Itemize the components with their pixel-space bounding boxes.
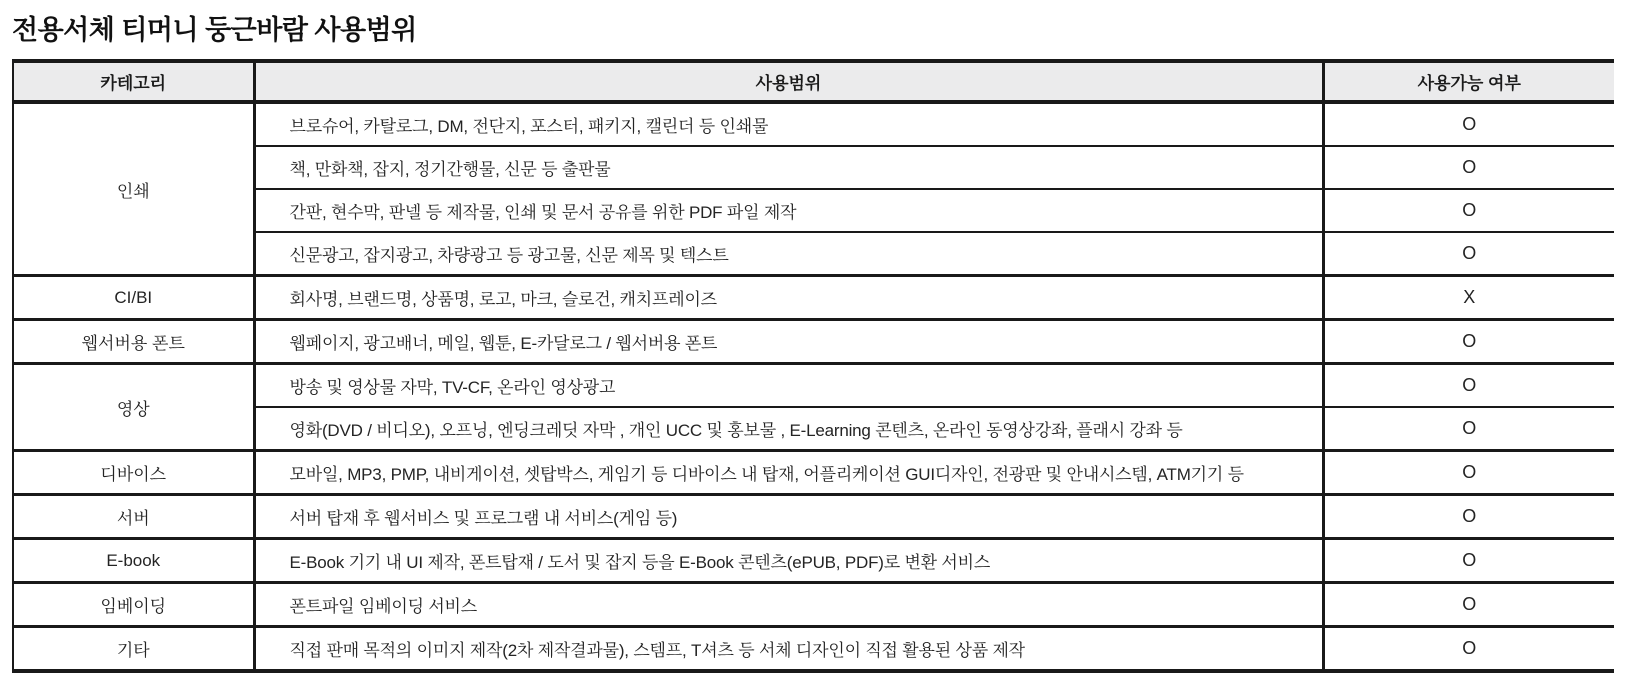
usage-scope-cell: 서버 탑재 후 웹서비스 및 프로그램 내 서비스(게임 등) xyxy=(254,495,1323,539)
availability-cell: O xyxy=(1323,495,1614,539)
usage-scope-cell: 책, 만화책, 잡지, 정기간행물, 신문 등 출판물 xyxy=(254,146,1323,189)
category-cell: 서버 xyxy=(13,495,254,539)
table-row xyxy=(13,276,1614,320)
availability-cell: O xyxy=(1323,102,1614,146)
usage-scope-cell: 웹페이지, 광고배너, 메일, 웹툰, E-카달로그 / 웹서버용 폰트 xyxy=(254,320,1323,364)
table-row xyxy=(13,364,1614,408)
usage-scope-cell: 모바일, MP3, PMP, 내비게이션, 셋탑박스, 게임기 등 디바이스 내 탑재, 어플리케이션 GUI디자인, 전광판 및 안내시스템, ATM기기 등 xyxy=(254,451,1323,495)
availability-cell: O xyxy=(1323,146,1614,189)
table-row xyxy=(13,146,1614,189)
availability-cell: O xyxy=(1323,583,1614,627)
category-cell: E-book xyxy=(13,539,254,583)
availability-cell: O xyxy=(1323,451,1614,495)
usage-scope-cell: 방송 및 영상물 자막, TV-CF, 온라인 영상광고 xyxy=(254,364,1323,408)
category-cell: 인쇄 xyxy=(13,102,254,276)
availability-cell: O xyxy=(1323,364,1614,408)
table-row xyxy=(13,102,1614,146)
category-cell: 웹서버용 폰트 xyxy=(13,320,254,364)
availability-cell: O xyxy=(1323,407,1614,451)
table-row xyxy=(13,495,1614,539)
header-availability: 사용가능 여부 xyxy=(1323,61,1614,102)
usage-scope-cell: 직접 판매 목적의 이미지 제작(2차 제작결과물), 스템프, T셔츠 등 서체 디자인이 직접 활용된 상품 제작 xyxy=(254,627,1323,672)
category-cell: 기타 xyxy=(13,627,254,672)
table-row xyxy=(13,232,1614,276)
availability-cell: O xyxy=(1323,189,1614,232)
header-row xyxy=(13,61,1614,102)
table-row xyxy=(13,583,1614,627)
usage-table-body xyxy=(13,102,1614,671)
availability-cell: O xyxy=(1323,627,1614,672)
table-row xyxy=(13,320,1614,364)
availability-cell: O xyxy=(1323,232,1614,276)
usage-scope-cell: 폰트파일 임베이딩 서비스 xyxy=(254,583,1323,627)
availability-cell: O xyxy=(1323,539,1614,583)
table-header xyxy=(13,61,1614,102)
availability-cell: X xyxy=(1323,276,1614,320)
category-cell: 영상 xyxy=(13,364,254,451)
availability-cell: O xyxy=(1323,320,1614,364)
usage-scope-cell: 브로슈어, 카탈로그, DM, 전단지, 포스터, 패키지, 캘린더 등 인쇄물 xyxy=(254,102,1323,146)
page-title: 전용서체 티머니 둥근바람 사용범위 xyxy=(12,15,417,45)
table-row xyxy=(13,189,1614,232)
usage-scope-cell: 영화(DVD / 비디오), 오프닝, 엔딩크레딧 자막 , 개인 UCC 및 홍보물 , E-Learning 콘텐츠, 온라인 동영상강좌, 플래시 강좌 등 xyxy=(254,407,1323,451)
font-usage-table xyxy=(12,59,1614,673)
table-row xyxy=(13,539,1614,583)
table-row xyxy=(13,407,1614,451)
header-category: 카테고리 xyxy=(13,61,254,102)
usage-scope-cell: E-Book 기기 내 UI 제작, 폰트탑재 / 도서 및 잡지 등을 E-Book 콘텐츠(ePUB, PDF)로 변환 서비스 xyxy=(254,539,1323,583)
table-row xyxy=(13,627,1614,672)
usage-scope-cell: 신문광고, 잡지광고, 차량광고 등 광고물, 신문 제목 및 텍스트 xyxy=(254,232,1323,276)
category-cell: 디바이스 xyxy=(13,451,254,495)
category-cell: 임베이딩 xyxy=(13,583,254,627)
usage-scope-cell: 간판, 현수막, 판넬 등 제작물, 인쇄 및 문서 공유를 위한 PDF 파일 제작 xyxy=(254,189,1323,232)
table-row xyxy=(13,451,1614,495)
header-usage-scope: 사용범위 xyxy=(254,61,1323,102)
category-cell: CI/BI xyxy=(13,276,254,320)
usage-scope-cell: 회사명, 브랜드명, 상품명, 로고, 마크, 슬로건, 캐치프레이즈 xyxy=(254,276,1323,320)
